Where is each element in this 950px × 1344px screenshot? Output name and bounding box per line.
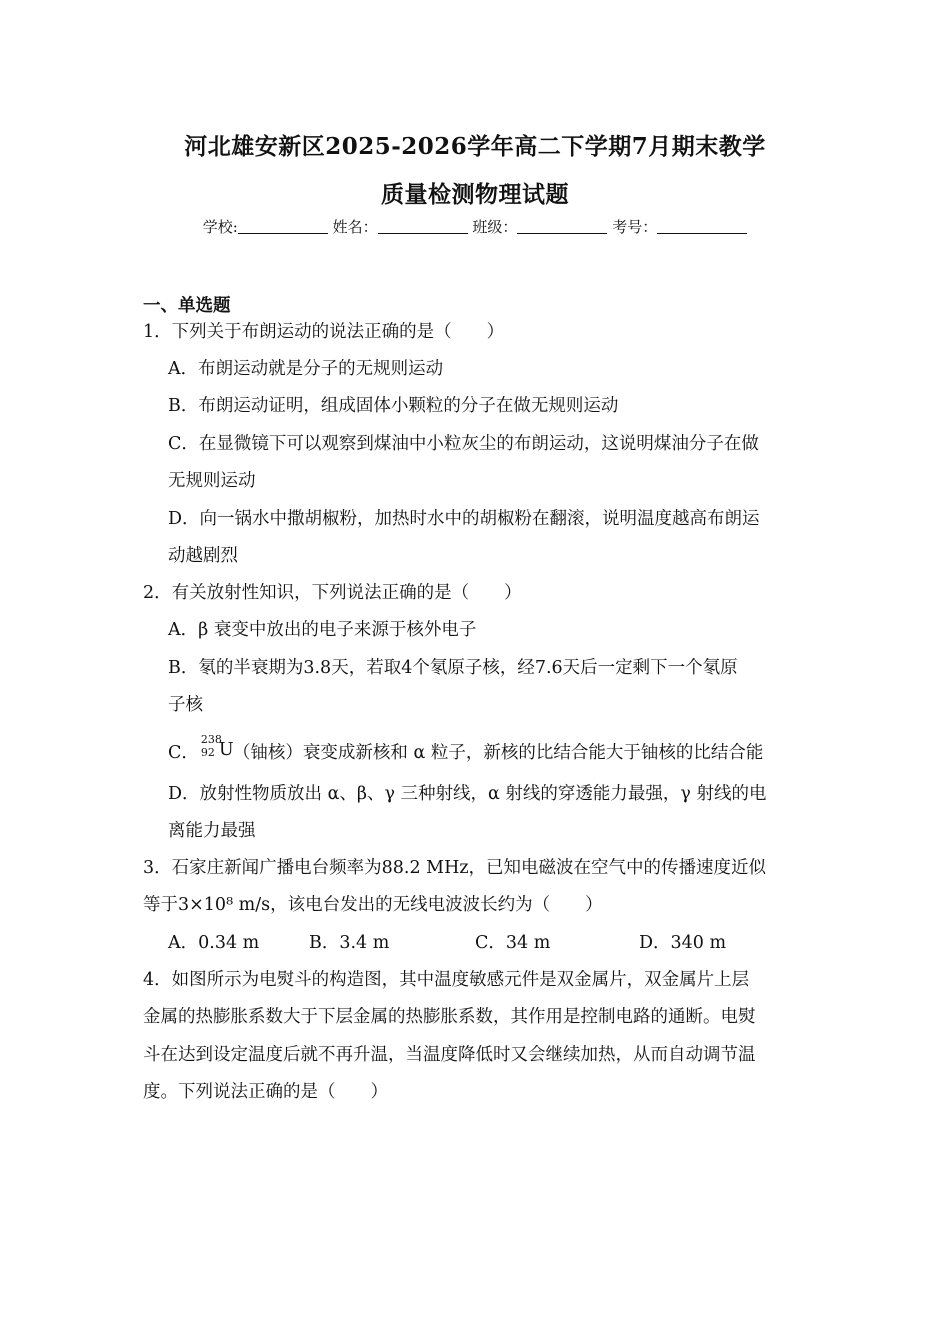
q3-stem-line1: 3．石家庄新闻广播电台频率为88.2 MHz，已知电磁波在空气中的传播速度近似 bbox=[143, 858, 767, 878]
q3-option-b: B．3.4 m bbox=[309, 933, 390, 953]
q2-option-d-line2: 离能力最强 bbox=[168, 821, 256, 841]
school-blank[interactable] bbox=[238, 218, 328, 234]
q1-option-c-line2: 无规则运动 bbox=[168, 471, 256, 491]
q4-stem-line2: 金属的热膨胀系数大于下层金属的热膨胀系数，其作用是控制电路的通断。电熨 bbox=[143, 1007, 756, 1027]
q2-option-b-line1: B．氡的半衰期为3.8天，若取4个氡原子核，经7.6天后一定剩下一个氡原 bbox=[168, 658, 738, 678]
q1-option-a: A．布朗运动就是分子的无规则运动 bbox=[168, 359, 444, 379]
section-heading: 一、单选题 bbox=[143, 296, 231, 316]
id-blank[interactable] bbox=[657, 218, 747, 234]
class-blank[interactable] bbox=[517, 218, 607, 234]
q1-stem: 1．下列关于布朗运动的说法正确的是（ ） bbox=[143, 322, 505, 342]
q3-option-a: A．0.34 m bbox=[168, 933, 260, 953]
class-label: 班级： bbox=[472, 218, 518, 236]
q1-option-d-line1: D．向一锅水中撒胡椒粉，加热时水中的胡椒粉在翻滚，说明温度越高布朗运 bbox=[168, 509, 760, 529]
id-label: 考号： bbox=[612, 218, 658, 236]
uranium-nuclide bbox=[199, 733, 234, 760]
exam-title-line2: 质量检测物理试题 bbox=[381, 181, 569, 208]
name-blank[interactable] bbox=[378, 218, 468, 234]
q2-option-d-line1: D．放射性物质放出 α、β、γ 三种射线，α 射线的穿透能力最强，γ 射线的电 bbox=[168, 784, 767, 804]
q4-stem-line3: 斗在达到设定温度后就不再升温，当温度降低时又会继续加热，从而自动调节温 bbox=[143, 1045, 756, 1065]
q2-option-c-text: （铀核）衰变成新核和 α 粒子，新核的比结合能大于铀核的比结合能 bbox=[232, 743, 764, 763]
q1-option-b: B．布朗运动证明，组成固体小颗粒的分子在做无规则运动 bbox=[168, 396, 619, 416]
exam-title-line1: 河北雄安新区2025-2026学年高二下学期7月期末教学 bbox=[184, 133, 766, 160]
school-label: 学校: bbox=[202, 218, 238, 236]
q2-stem: 2．有关放射性知识，下列说法正确的是（ ） bbox=[143, 583, 522, 603]
q2-option-b-line2: 子核 bbox=[168, 695, 203, 715]
name-label: 姓名： bbox=[332, 218, 378, 236]
nuclide-symbol: U bbox=[218, 740, 234, 760]
q4-stem-line1: 4．如图所示为电熨斗的构造图，其中温度敏感元件是双金属片，双金属片上层 bbox=[143, 970, 750, 990]
q3-stem-line2: 等于3×10⁸ m/s，该电台发出的无线电波波长约为（ ） bbox=[143, 895, 603, 915]
q3-option-d: D．340 m bbox=[639, 933, 727, 953]
q3-option-c: C．34 m bbox=[475, 933, 551, 953]
q2-option-c bbox=[168, 733, 764, 763]
nuclide-mass-number: 238 bbox=[200, 733, 222, 746]
q2-option-c-prefix: C． bbox=[168, 743, 199, 763]
q2-option-a: A．β 衰变中放出的电子来源于核外电子 bbox=[168, 620, 477, 640]
q4-stem-line4: 度。下列说法正确的是（ ） bbox=[143, 1082, 388, 1102]
q1-option-c-line1: C．在显微镜下可以观察到煤油中小粒灰尘的布朗运动，这说明煤油分子在做 bbox=[168, 434, 759, 454]
q1-option-d-line2: 动越剧烈 bbox=[168, 546, 238, 566]
student-info-row bbox=[0, 216, 950, 237]
nuclide-atomic-number: 92 bbox=[200, 746, 215, 759]
